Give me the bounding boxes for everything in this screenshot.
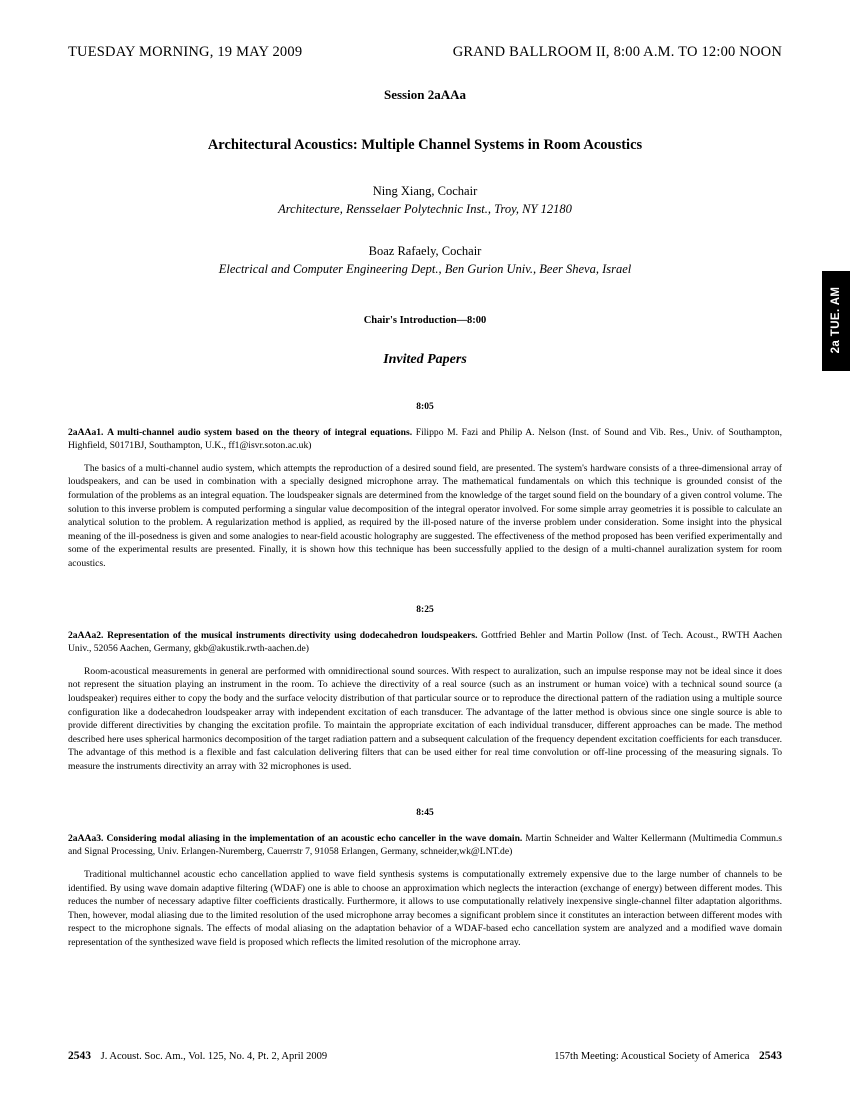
session-title: Architectural Acoustics: Multiple Channel Systems in Room Acoustics [207,137,643,153]
paper-time: 8:05 [416,401,434,412]
paper-id: 2aAAa3. [68,832,104,844]
chair-affiliation-1: Architecture, Rensselaer Polytechnic Inst., Troy, NY 12180 [278,202,572,217]
page-number-right: 2543 [759,1050,782,1062]
paper-authors: Martin Schneider and Walter Kellermann (Multimedia Commun.s and Signal Processing, Univ. Erlangen-Nuremberg, Cauerrstr 7, 91058 Erlangen, Germany, schneider,wk@LNT.de) [68,832,782,858]
chair-affiliation-2: Electrical and Computer Engineering Dept., Ben Gurion Univ., Beer Sheva, Israel [218,262,632,277]
page-number-left: 2543 [68,1050,91,1062]
chair-name-1: Ning Xiang, Cochair [372,184,478,198]
chairs-introduction: Chair's Introduction—8:00 [363,314,487,326]
chair-name-2: Boaz Rafaely, Cochair [368,244,482,259]
paper-entry [68,808,782,950]
meeting-name: 157th Meeting: Acoustical Society of America [554,1051,750,1062]
journal-citation: J. Acoust. Soc. Am., Vol. 125, No. 4, Pt. 2, April 2009 [100,1051,328,1062]
session-side-tab-label: 2a TUE. AM [830,286,842,354]
paper-head [68,832,782,859]
paper-time: 8:25 [416,604,434,615]
chair-block-2 [68,242,782,278]
running-head [68,44,782,61]
paper-title: A multi-channel audio system based on the theory of integral equations. [107,426,413,438]
paper-authors: Gottfried Behler and Martin Pollow (Inst. of Tech. Acoust., RWTH Aachen Univ., 52056 Aachen, Germany, gkb@akustik.rwth-aachen.de) [68,629,782,655]
paper-title: Representation of the musical instruments directivity using dodecahedron loudspeakers. [107,629,478,641]
paper-head [68,629,782,656]
paper-abstract: The basics of a multi-channel audio system, which attempts the reproduction of a desired sound field, are presented. The system's hardware consists of a three-dimensional array of loudspeakers, and can be used in combination with a specially designed microphone array. The mathematical fundamentals on which this technique is grounded consist of the formulation of the problems as an integral equation. The loudspeaker signals are determined from the knowledge of the target sound field on the boundary of a given control volume. The solution to this inverse problem is computed performing a singular value decomposition of the integral operator involved. For some simple array geometries it is possible to calculate an analytical solution to the problem. A regularization method is applied, as required by the ill-posed nature of the inverse problem under consideration. Some insight into the physical meaning of the ill-posedness is given and some analogies to near-field acoustic holography are suggested. The effectiveness of the method proposed has been verified experimentally and some of the experimental results are presented. Finally, it is shown how this technique has been successfully applied to the design of a multi-channel auralization system for room acoustics. [68,462,782,569]
chair-block-1 [68,182,782,218]
page-footer [68,1050,782,1062]
paper-head [68,426,782,453]
session-side-tab [822,271,850,371]
footer-right [554,1050,782,1062]
running-head-left: TUESDAY MORNING, 19 MAY 2009 [68,44,303,60]
paper-abstract: Room-acoustical measurements in general are performed with omnidirectional sound sources. With respect to auralization, such an impulse response may not be ideal since it does not represent the situation playing an instrument in the room. To achieve the directivity of a real source (such as an instrument or human voice) with a technical sound source (a loudspeaker) requires either to copy the body and the surface velocity distribution of that particular source or to reproduce the directional pattern of the radiation using a multiple source configuration like a dodecahedron loudspeaker array with independent excitation of each transducer. The advantage of the latter method is obvious since one single source is able to provide different directivities by changing the excitation profile. To maintain the appropriate excitation of each individual transducer, different approaches can be made. The method described here uses spherical harmonics decomposition of the target radiation pattern and a subsequent calculation of the frequency dependent excitation coefficients for each transducer. The advantage of this method is a flexible and fast calculation delivering filters that can be used either for real time convolution or off-line processing of the measuring signals. To measure the instruments directivity an array with 32 microphones is used. [68,665,782,773]
session-number: Session 2aAAa [384,87,466,102]
paper-id: 2aAAa2. [68,629,104,641]
paper-entry [68,402,782,571]
invited-papers-heading: Invited Papers [383,351,467,367]
paper-id: 2aAAa1. [68,426,104,438]
footer-left [68,1050,327,1062]
paper-time: 8:45 [416,807,434,818]
running-head-right: GRAND BALLROOM II, 8:00 A.M. TO 12:00 NOON [452,44,782,60]
paper-abstract: Traditional multichannel acoustic echo cancellation applied to wave field synthesis systems is computationally extremely expensive due to the large number of channels to be identified. By using wave domain adaptive filtering (WDAF) one is able to choose an approximation which neglects the interaction (exchange of energy) between different modes. This reduces the number of necessary adaptive filter coefficients drastically. Furthermore, it allows to use computationally relatively inexpensive single-channel filter adaptation algorithms. Then, however, modal aliasing due to the limited resolution of the used microphone array becomes a significant problem since it constitutes an interaction between different modes with respect to the microphone signals. The effects of modal aliasing on the adaptation behavior of a WDAF-based echo cancellation system are analyzed and a modified wave domain representation of the synthesized wave field is proposed which reflects the limited resolution of the microphone array. [68,868,782,948]
paper-entry [68,605,782,774]
paper-authors: Filippo M. Fazi and Philip A. Nelson (Inst. of Sound and Vib. Res., Univ. of Southampton, Highfield, S0171BJ, Southampton, U.K., ff1@isvr.soton.ac.uk) [68,426,783,452]
paper-title: Considering modal aliasing in the implementation of an acoustic echo canceller in the wave domain. [106,832,523,844]
